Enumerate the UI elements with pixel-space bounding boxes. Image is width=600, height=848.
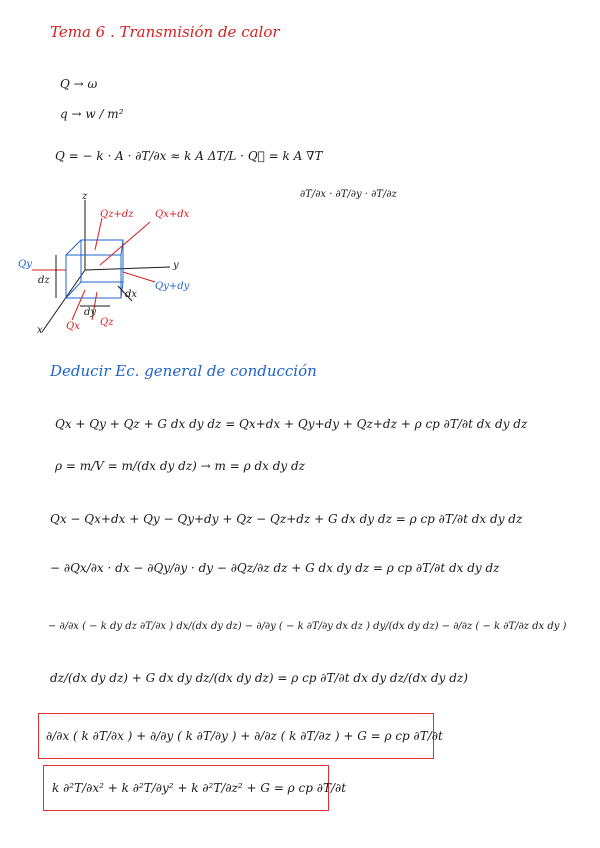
boxed-equation-1: ∂/∂x ( k ∂T/∂x ) + ∂/∂y ( k ∂T/∂y ) + ∂/∂z ( k ∂T/∂z ) + G = ρ cp ∂T/∂t (46, 729, 443, 743)
intro-line-1: Q → ω (60, 77, 98, 91)
energy-balance: Qx + Qy + Qz + G dx dy dz = Qx+dx + Qy+dy + Qz+dz + ρ cp ∂T/∂t dx dy dz (55, 417, 528, 431)
balance-rearranged: Qx − Qx+dx + Qy − Qy+dy + Qz − Qz+dz + G dx dy dz = ρ cp ∂T/∂t dx dy dz (50, 512, 523, 526)
volume-division: dz/(dx dy dz) + G dx dy dz/(dx dy dz) = ρ cp ∂T/∂t dx dy dz/(dx dy dz) (50, 671, 468, 685)
label-qx: Qx (66, 321, 80, 332)
axis-y-line (85, 267, 170, 270)
label-qz: Qz (100, 317, 114, 328)
axis-z-label: z (82, 191, 88, 202)
boxed-equation-2: k ∂²T/∂x² + k ∂²T/∂y² + k ∂²T/∂z² + G = ρ cp ∂T/∂t (52, 781, 347, 795)
balance-derivatives: − ∂Qx/∂x · dx − ∂Qy/∂y · dy − ∂Qz/∂z dz + G dx dy dz = ρ cp ∂T/∂t dx dy dz (50, 561, 500, 575)
label-dz: dz (38, 275, 50, 286)
label-dx: dx (125, 289, 138, 300)
label-dy: dy (84, 307, 97, 318)
label-qy-dy: Qy+dy (155, 281, 190, 292)
density-relation: ρ = m/V = m/(dx dy dz) → m = ρ dx dy dz (55, 459, 305, 473)
page-title: Tema 6 . Transmisión de calor (50, 23, 280, 41)
label-qy: Qy (18, 259, 32, 270)
fourier-substituted: − ∂/∂x ( − k dy dz ∂T/∂x ) dx/(dx dy dz) − ∂/∂y ( − k ∂T/∂y dx dz ) dy/(dx dy dz) − ∂/∂z ( − k ∂T/∂z dx dy ) (48, 621, 567, 632)
axis-x-label: x (37, 325, 43, 336)
section-title: Deducir Ec. general de conducción (50, 362, 317, 380)
axis-y-label: y (173, 260, 179, 271)
label-qz-dz: Qz+dz (100, 209, 134, 220)
label-qx-dx: Qx+dx (155, 209, 190, 220)
gradient-components: ∂T/∂x · ∂T/∂y · ∂T/∂z (300, 189, 397, 200)
flux-arrows (32, 218, 155, 320)
intro-line-2: q → w / m² (60, 107, 124, 121)
fourier-law: Q = − k · A · ∂T/∂x ≈ k A ΔT/L · Q⃗ = k A ∇T (55, 149, 323, 163)
